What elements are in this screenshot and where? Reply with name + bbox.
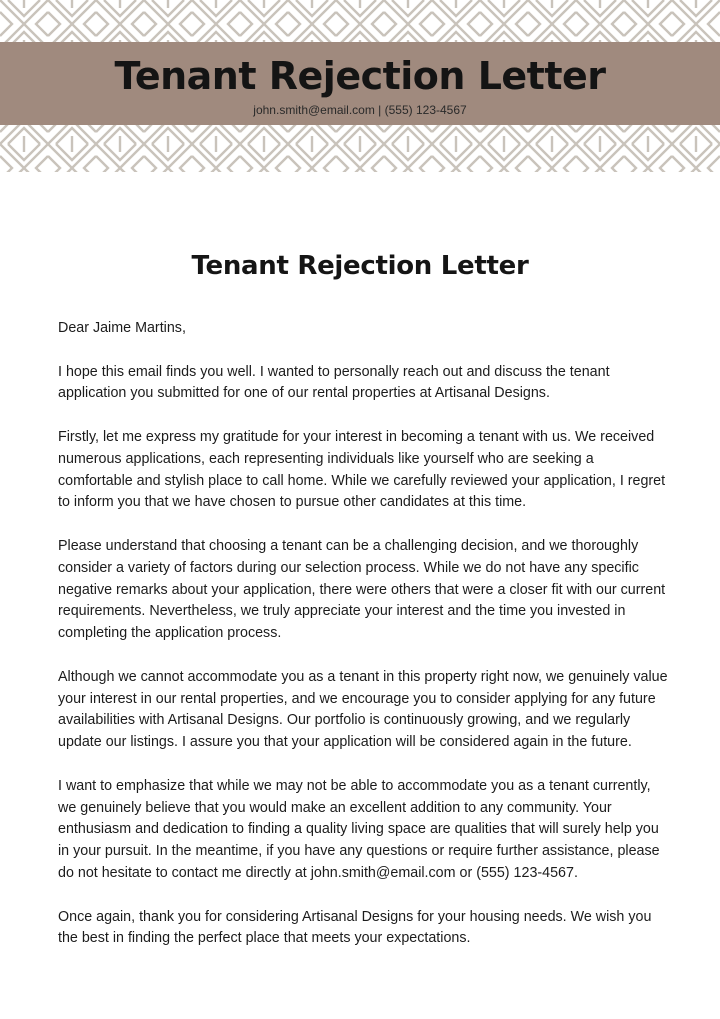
contact-info: john.smith@email.com | (555) 123-4567 bbox=[253, 103, 467, 117]
paragraph-emphasis: I want to emphasize that while we may not be able to accommodate you as a tenant currently, we genuinely believe that you would make an excellent addition to any community. Your enthusiasm and dedication to finding a quality living space are qualities that will surely help you in your pursuit. In the meantime, if you have any questions or require further assistance, please do not hesitate to contact me directly at john.smith@email.com or (555) 123-4567. bbox=[58, 777, 660, 881]
paragraph-future: Although we cannot accommodate you as a tenant in this property right now, we genuinely value your interest in our rental properties, and we encourage you to consider applying for any future availabilities with Artisanal Designs. Our portfolio is continuously growing, and we regularly update our listings. I assure you that your application will be considered again in the future. bbox=[58, 668, 668, 751]
letterhead bbox=[0, 0, 720, 172]
paragraph-selection: Please understand that choosing a tenant can be a challenging decision, and we thoroughly consider a variety of factors during our selection process. While we do not have any specific negative remarks about your application, there were others that were a closer fit with our current requirements. Nevertheless, we truly appreciate your interest and the time you invested in completing the application process. bbox=[58, 537, 666, 642]
paragraph-intro: I hope this email finds you well. I wanted to personally reach out and discuss the tenant application you submitted for one of our rental properties at Artisanal Designs. bbox=[58, 363, 610, 402]
paragraph-closing: Once again, thank you for considering Artisanal Designs for your housing needs. We wish you the best in finding the perfect place that meets your expectations. bbox=[58, 908, 652, 947]
letter-body bbox=[58, 318, 668, 972]
letter-title: Tenant Rejection Letter bbox=[191, 251, 529, 281]
banner-title: Tenant Rejection Letter bbox=[114, 54, 606, 98]
paragraph-gratitude: Firstly, let me express my gratitude for your interest in becoming a tenant with us. We received numerous applications, each representing individuals like yourself who are seeking a comfortable and stylish place to call home. While we carefully reviewed your application, I regret to inform you that we have chosen to pursue other candidates at this time. bbox=[58, 428, 666, 511]
salutation: Dear Jaime Martins, bbox=[58, 320, 186, 336]
